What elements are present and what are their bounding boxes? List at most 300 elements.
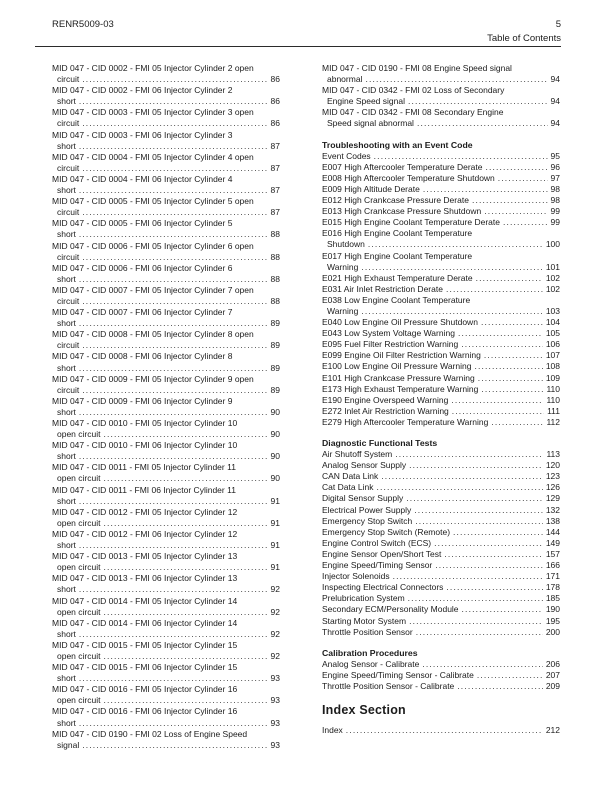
toc-entry-title: Analog Sensor Supply — [322, 460, 407, 471]
toc-entry — [322, 471, 560, 482]
toc-entry-page: 94 — [550, 118, 560, 129]
toc-entry-title: Engine Speed/Timing Sensor - Calibrate — [322, 669, 474, 680]
toc-entry-title: circuit — [57, 384, 80, 395]
toc-entry-line — [52, 540, 280, 551]
dot-leader — [481, 384, 543, 395]
dot-leader — [79, 496, 268, 507]
dot-leader — [486, 162, 548, 173]
toc-entry-line — [322, 184, 560, 195]
dot-leader — [103, 562, 267, 573]
toc-entry — [322, 228, 560, 250]
toc-entry-line — [52, 496, 280, 507]
dot-leader — [103, 651, 267, 662]
toc-entry-title: MID 047 - CID 0010 - FMI 06 Injector Cylinder 10 — [52, 440, 238, 451]
toc-entry — [52, 63, 280, 85]
header-section-title: Table of Contents — [487, 32, 561, 44]
toc-entry-title: Prelubrication System — [322, 593, 405, 604]
toc-entry-line — [322, 604, 560, 615]
toc-section — [322, 140, 560, 428]
toc-column-right — [322, 63, 560, 736]
dot-leader — [406, 493, 543, 504]
dot-leader — [82, 74, 267, 85]
toc-entry-page: 110 — [546, 383, 560, 394]
toc-entry-page: 89 — [270, 340, 280, 351]
toc-entry-page: 129 — [545, 493, 560, 504]
dot-leader — [444, 549, 542, 560]
toc-entry-line — [322, 482, 560, 493]
toc-entry-line — [52, 651, 280, 662]
dot-leader — [79, 274, 268, 285]
toc-entry-title: E095 Fuel Filter Restriction Warning — [322, 339, 459, 350]
dot-leader — [491, 417, 543, 428]
toc-entry-title: Secondary ECM/Personality Module — [322, 604, 459, 615]
dot-leader — [415, 516, 543, 527]
toc-entry — [322, 373, 560, 384]
toc-entry-page: 102 — [545, 272, 560, 283]
dot-leader — [79, 318, 268, 329]
toc-entry-line — [322, 516, 560, 527]
toc-entry — [322, 725, 560, 736]
toc-entry-line — [322, 350, 560, 361]
toc-entry — [52, 263, 280, 285]
toc-entry-page: 92 — [270, 628, 280, 639]
doc-number: RENR5009-03 — [52, 19, 114, 30]
toc-entry-line — [52, 340, 280, 351]
toc-entry-title: MID 047 - CID 0003 - FMI 05 Injector Cylinder 3 open — [52, 107, 254, 118]
toc-entry-line — [52, 296, 280, 307]
toc-entry-line — [322, 527, 560, 538]
toc-entry-title: MID 047 - CID 0016 - FMI 05 Injector Cylinder 16 — [52, 684, 238, 695]
toc-entry-line — [322, 627, 560, 638]
toc-entry — [52, 618, 280, 640]
toc-entry-line — [52, 385, 280, 396]
toc-entry-title: MID 047 - CID 0006 - FMI 05 Injector Cylinder 6 open — [52, 240, 254, 251]
toc-entry — [322, 361, 560, 372]
dot-leader — [79, 363, 268, 374]
toc-entry-title: circuit — [57, 340, 80, 351]
toc-entry — [52, 596, 280, 618]
toc-entry-line — [52, 451, 280, 462]
dot-leader — [446, 284, 543, 295]
dot-leader — [103, 607, 267, 618]
toc-entry-title: Throttle Position Sensor - Calibrate — [322, 680, 455, 691]
dot-leader — [472, 195, 548, 206]
toc-entry — [52, 529, 280, 551]
toc-entry-title: short — [57, 495, 76, 506]
toc-entry-line — [322, 217, 560, 228]
toc-entry-line — [322, 373, 560, 384]
toc-entry — [322, 449, 560, 460]
toc-entry-page: 89 — [270, 384, 280, 395]
toc-entry — [322, 295, 560, 317]
dot-leader — [82, 296, 267, 307]
toc-entry-title: MID 047 - CID 0011 - FMI 05 Injector Cylinder 11 — [52, 462, 236, 473]
toc-entry — [322, 460, 560, 471]
toc-entry-page: 94 — [550, 96, 560, 107]
toc-entry-title: Electrical Power Supply — [322, 504, 412, 515]
dot-leader — [395, 449, 543, 460]
toc-entry-title: Starting Motor System — [322, 615, 407, 626]
toc-entry — [322, 273, 560, 284]
toc-entry-title: E272 Inlet Air Restriction Warning — [322, 405, 449, 416]
toc-entry-line — [322, 273, 560, 284]
toc-entry-title: E016 High Engine Coolant Temperature — [322, 228, 473, 239]
toc-entry-title: E043 Low System Voltage Warning — [322, 328, 455, 339]
toc-entry-line — [52, 363, 280, 374]
dot-leader — [498, 173, 548, 184]
toc-entry-title: short — [57, 628, 76, 639]
toc-entry — [322, 659, 560, 670]
dot-leader — [374, 151, 548, 162]
toc-entry — [322, 350, 560, 361]
dot-leader — [423, 184, 548, 195]
toc-entry-page: 209 — [545, 680, 560, 691]
toc-entry — [52, 485, 280, 507]
toc-entry-line — [322, 582, 560, 593]
toc-entry — [52, 573, 280, 595]
dot-leader — [409, 616, 543, 627]
dot-leader — [461, 339, 543, 350]
toc-entry-line — [322, 151, 560, 162]
toc-entry-page: 212 — [545, 725, 560, 736]
dot-leader — [79, 673, 268, 684]
toc-entry — [52, 351, 280, 373]
toc-entry-title: E173 High Exhaust Temperature Warning — [322, 383, 479, 394]
toc-entry-line — [322, 549, 560, 560]
toc-entry-page: 92 — [270, 650, 280, 661]
toc-entry-title: Air Shutoff System — [322, 449, 393, 460]
toc-entry-title: Warning — [327, 305, 359, 316]
toc-entry-page: 90 — [270, 473, 280, 484]
toc-entry-page: 86 — [270, 118, 280, 129]
toc-entry-page: 102 — [545, 283, 560, 294]
toc-entry-page: 123 — [545, 471, 560, 482]
toc-entry-title: MID 047 - CID 0190 - FMI 02 Loss of Engine Speed — [52, 728, 248, 739]
toc-entry — [322, 328, 560, 339]
toc-entry-title: MID 047 - CID 0014 - FMI 05 Injector Cylinder 14 — [52, 595, 238, 606]
toc-entry-page: 132 — [545, 504, 560, 515]
dot-leader — [103, 695, 267, 706]
toc-entry — [322, 616, 560, 627]
toc-entry-line — [322, 417, 560, 428]
toc-entry-page: 171 — [545, 571, 560, 582]
dot-leader — [434, 538, 543, 549]
toc-entry-line — [322, 670, 560, 681]
toc-entry-title: circuit — [57, 118, 80, 129]
dot-leader — [435, 560, 543, 571]
toc-entry-page: 91 — [270, 517, 280, 528]
toc-entry-page: 89 — [270, 362, 280, 373]
toc-entry-title: MID 047 - CID 0007 - FMI 05 Injector Cylinder 7 open — [52, 284, 254, 295]
toc-entry-line — [322, 384, 560, 395]
toc-entry-page: 157 — [545, 548, 560, 559]
toc-entry-line — [322, 206, 560, 217]
toc-entry-title: MID 047 - CID 0014 - FMI 06 Injector Cylinder 14 — [52, 617, 238, 628]
toc-entry-title: MID 047 - CID 0005 - FMI 05 Injector Cylinder 5 open — [52, 196, 254, 207]
toc-entry-title: Emergency Stop Switch — [322, 515, 413, 526]
toc-entry-title: MID 047 - CID 0009 - FMI 05 Injector Cylinder 9 open — [52, 373, 254, 384]
toc-entry — [52, 241, 280, 263]
toc-entry-title: Engine Sensor Open/Short Test — [322, 548, 442, 559]
dot-leader — [422, 659, 542, 670]
toc-entry-title: MID 047 - CID 0002 - FMI 06 Injector Cylinder 2 — [52, 85, 233, 96]
toc-entry-line — [52, 185, 280, 196]
toc-entry — [322, 184, 560, 195]
toc-entry-title: MID 047 - CID 0002 - FMI 05 Injector Cylinder 2 open — [52, 63, 254, 73]
toc-entry-title: E007 High Aftercooler Temperature Derate — [322, 161, 483, 172]
toc-entry-page: 109 — [545, 372, 560, 383]
toc-entry-title: short — [57, 584, 76, 595]
toc-entry-line — [52, 74, 280, 85]
toc-entry-title: E012 High Crankcase Pressure Derate — [322, 195, 469, 206]
toc-entry — [322, 670, 560, 681]
dot-leader — [79, 141, 268, 152]
toc-entry — [52, 662, 280, 684]
toc-entry-line — [52, 96, 280, 107]
toc-entry-page: 105 — [545, 328, 560, 339]
toc-entry-page: 149 — [545, 537, 560, 548]
toc-entry — [52, 418, 280, 440]
toc-entry — [52, 152, 280, 174]
toc-entry — [52, 440, 280, 462]
toc-entry-line — [52, 407, 280, 418]
toc-entry — [322, 593, 560, 604]
toc-entry — [322, 571, 560, 582]
toc-entry — [322, 527, 560, 538]
toc-entry-page: 106 — [545, 339, 560, 350]
toc-entry-title: E279 High Aftercooler Temperature Warning — [322, 416, 489, 427]
toc-entry-title: MID 047 - CID 0190 - FMI 08 Engine Speed signal — [322, 63, 512, 73]
toc-entry-line — [322, 239, 560, 250]
toc-section — [322, 648, 560, 692]
toc-entry-line — [52, 229, 280, 240]
dot-leader — [381, 471, 543, 482]
toc-entry-line — [322, 505, 560, 516]
toc-entry-page: 92 — [270, 584, 280, 595]
toc-entry-line — [52, 473, 280, 484]
toc-entry — [322, 195, 560, 206]
header-rule — [35, 46, 561, 47]
toc-entry — [322, 63, 560, 85]
toc-entry-line — [322, 725, 560, 736]
toc-entry-title: MID 047 - CID 0342 - FMI 02 Loss of Secondary — [322, 85, 505, 96]
toc-entry-line — [322, 284, 560, 295]
toc-entry-page: 98 — [550, 183, 560, 194]
toc-entry-title: E099 Engine Oil Filter Restriction Warning — [322, 350, 481, 361]
toc-entry-page: 111 — [547, 405, 560, 416]
toc-entry-title: short — [57, 406, 76, 417]
toc-entry — [52, 507, 280, 529]
toc-entry-title: E190 Engine Overspeed Warning — [322, 394, 449, 405]
toc-entry-page: 107 — [545, 350, 560, 361]
toc-entry — [322, 151, 560, 162]
toc-entry-title: short — [57, 140, 76, 151]
toc-entry-page: 178 — [545, 582, 560, 593]
toc-entry-page: 112 — [546, 416, 560, 427]
toc-entry-line — [52, 562, 280, 573]
toc-entry-page: 96 — [550, 161, 560, 172]
toc-entry-title: short — [57, 185, 76, 196]
toc-entry — [322, 284, 560, 295]
toc-section — [322, 63, 560, 130]
toc-entry — [322, 217, 560, 228]
toc-entry-title: E038 Low Engine Coolant Temperature — [322, 294, 471, 305]
toc-entry-line — [322, 173, 560, 184]
dot-leader — [417, 118, 548, 129]
dot-leader — [416, 627, 543, 638]
toc-entry-page: 97 — [550, 172, 560, 183]
toc-entry-title: MID 047 - CID 0010 - FMI 05 Injector Cylinder 10 — [52, 418, 238, 428]
dot-leader — [365, 74, 547, 85]
dot-leader — [79, 629, 268, 640]
toc-entry-title: E021 High Exhaust Temperature Derate — [322, 272, 473, 283]
toc-entry-title: Warning — [327, 261, 359, 272]
toc-entry-page: 113 — [546, 449, 560, 460]
toc-entry-title: E031 Air Inlet Restriction Derate — [322, 283, 443, 294]
toc-entry-title: short — [57, 362, 76, 373]
toc-entry — [322, 339, 560, 350]
toc-section-heading: Index Section — [322, 703, 406, 718]
toc-entry — [322, 162, 560, 173]
toc-entry-page: 110 — [546, 394, 560, 405]
toc-section-heading: Diagnostic Functional Tests — [322, 438, 438, 448]
toc-entry-title: Throttle Position Sensor — [322, 626, 413, 637]
toc-entry — [322, 604, 560, 615]
toc-entry-page: 87 — [270, 140, 280, 151]
toc-entry-page: 92 — [270, 606, 280, 617]
toc-entry-title: MID 047 - CID 0006 - FMI 06 Injector Cylinder 6 — [52, 262, 233, 273]
toc-entry — [322, 173, 560, 184]
toc-entry-title: short — [57, 229, 76, 240]
dot-leader — [103, 429, 267, 440]
toc-entry-page: 91 — [270, 562, 280, 573]
toc-entry-page: 88 — [270, 251, 280, 262]
dot-leader — [377, 482, 543, 493]
toc-entry-title: MID 047 - CID 0008 - FMI 06 Injector Cylinder 8 — [52, 351, 233, 362]
toc-entry-line — [322, 328, 560, 339]
dot-leader — [503, 217, 548, 228]
toc-entry-line — [52, 718, 280, 729]
dot-leader — [79, 540, 268, 551]
toc-entry-page: 190 — [545, 604, 560, 615]
dot-leader — [477, 670, 543, 681]
toc-entry-title: MID 047 - CID 0016 - FMI 06 Injector Cylinder 16 — [52, 706, 238, 717]
toc-entry-page: 185 — [545, 593, 560, 604]
toc-entry — [322, 251, 560, 273]
page-number: 5 — [555, 19, 561, 30]
toc-entry-line — [52, 695, 280, 706]
toc-entry-page: 166 — [545, 560, 560, 571]
dot-leader — [361, 262, 542, 273]
toc-entry-page: 108 — [545, 361, 560, 372]
dot-leader — [82, 207, 267, 218]
toc-entry-line — [322, 538, 560, 549]
toc-entry-line — [52, 207, 280, 218]
toc-entry-title: CAN Data Link — [322, 471, 379, 482]
toc-entry-line — [52, 740, 280, 751]
dot-leader — [79, 185, 268, 196]
toc-section-heading: Calibration Procedures — [322, 647, 418, 658]
toc-entry-page: 93 — [270, 739, 280, 750]
toc-entry-title: E017 High Engine Coolant Temperature — [322, 250, 473, 261]
dot-leader — [446, 582, 542, 593]
toc-entry — [52, 396, 280, 418]
toc-entry-page: 206 — [545, 658, 560, 669]
toc-entry-title: MID 047 - CID 0011 - FMI 06 Injector Cylinder 11 — [52, 484, 236, 495]
toc-entry-title: circuit — [57, 162, 80, 173]
dot-leader — [103, 518, 267, 529]
toc-entry-title: circuit — [57, 295, 80, 306]
dot-leader — [103, 473, 267, 484]
toc-entry-line — [322, 616, 560, 627]
toc-entry-title: Inspecting Electrical Connectors — [322, 582, 444, 593]
toc-entry-title: E101 High Crankcase Pressure Warning — [322, 372, 475, 383]
toc-entry-page: 93 — [270, 673, 280, 684]
dot-leader — [451, 395, 543, 406]
toc-entry-page: 120 — [545, 460, 560, 471]
toc-entry-page: 144 — [545, 526, 560, 537]
toc-entry — [322, 516, 560, 527]
toc-entry-title: MID 047 - CID 0004 - FMI 06 Injector Cylinder 4 — [52, 173, 233, 184]
toc-entry-line — [52, 252, 280, 263]
toc-entry-page: 87 — [270, 207, 280, 218]
dot-leader — [409, 460, 543, 471]
toc-entry-line — [52, 518, 280, 529]
dot-leader — [82, 340, 267, 351]
toc-entry-page: 104 — [545, 317, 560, 328]
toc-entry-page: 90 — [270, 429, 280, 440]
dot-leader — [79, 407, 268, 418]
toc-entry — [322, 538, 560, 549]
toc-entry — [322, 681, 560, 692]
dot-leader — [484, 350, 543, 361]
toc-entry — [52, 684, 280, 706]
toc-entry-line — [322, 471, 560, 482]
toc-entry — [322, 395, 560, 406]
toc-entry-page: 87 — [270, 185, 280, 196]
toc-entry-page: 200 — [545, 626, 560, 637]
toc-entry-page: 91 — [270, 495, 280, 506]
dot-leader — [79, 229, 268, 240]
toc-entry-title: Digital Sensor Supply — [322, 493, 404, 504]
dot-leader — [452, 406, 544, 417]
dot-leader — [474, 361, 542, 372]
toc-entry-line — [52, 607, 280, 618]
toc-entry-title: short — [57, 96, 76, 107]
toc-entry-title: short — [57, 540, 76, 551]
toc-entry — [52, 329, 280, 351]
toc-entry — [322, 384, 560, 395]
dot-leader — [476, 273, 543, 284]
dot-leader — [478, 373, 543, 384]
toc-entry — [322, 560, 560, 571]
toc-entry-title: Index — [322, 725, 343, 736]
toc-section — [52, 63, 280, 751]
dot-leader — [346, 725, 543, 736]
toc-entry-line — [322, 361, 560, 372]
toc-entry-title: open circuit — [57, 650, 101, 661]
toc-entry-line — [322, 406, 560, 417]
toc-entry-title: MID 047 - CID 0013 - FMI 05 Injector Cylinder 13 — [52, 551, 238, 562]
toc-section — [322, 705, 560, 736]
dot-leader — [458, 328, 543, 339]
toc-entry-line — [322, 571, 560, 582]
toc-entry-title: open circuit — [57, 429, 101, 440]
toc-entry — [52, 374, 280, 396]
toc-entry-line — [322, 306, 560, 317]
dot-leader — [79, 96, 268, 107]
toc-column-left — [52, 63, 280, 751]
